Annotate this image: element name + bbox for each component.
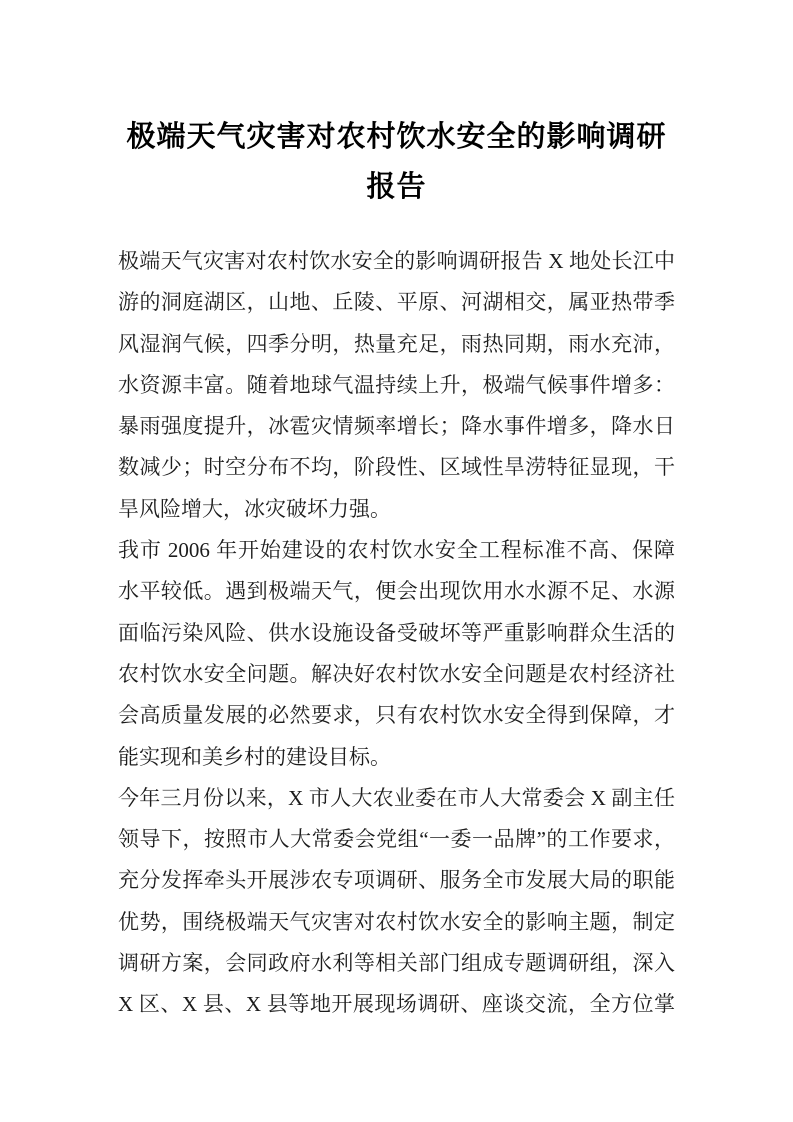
document-title	[118, 112, 675, 212]
body-text-line: 我市 2006 年开始建设的农村饮水安全工程标准不高、保障	[118, 538, 675, 563]
body-text-line: 旱风险增大，冰灾破坏力强。	[118, 496, 391, 521]
body-text-line: 调研方案，会同政府水利等相关部门组成专题调研组，深入	[118, 951, 675, 976]
document-body	[118, 241, 675, 1026]
title-line-1: 极端天气灾害对农村饮水安全的影响调研	[126, 121, 667, 153]
body-text-line: 水平较低。遇到极端天气，便会出现饮用水水源不足、水源	[118, 579, 675, 604]
body-text-line: 数减少；时空分布不均，阶段性、区域性旱涝特征显现，干	[118, 455, 675, 480]
body-text-line: X 区、X 县、X 县等地开展现场调研、座谈交流，全方位掌	[118, 992, 675, 1017]
body-text-line: 游的洞庭湖区，山地、丘陵、平原、河湖相交，属亚热带季	[118, 290, 675, 315]
title-line-2: 报告	[366, 171, 427, 203]
body-text-line: 优势，围绕极端天气灾害对农村饮水安全的影响主题，制定	[118, 909, 675, 934]
paragraph-survey-organization	[118, 778, 675, 1026]
body-text-line: 会高质量发展的必然要求，只有农村饮水安全得到保障，才	[118, 703, 675, 728]
body-text-line: 风湿润气候，四季分明，热量充足，雨热同期，雨水充沛，	[118, 331, 675, 356]
body-text-line: 今年三月份以来，X 市人大农业委在市人大常委会 X 副主任	[118, 785, 675, 810]
body-text-line: 暴雨强度提升，冰雹灾情频率增长；降水事件增多，降水日	[118, 414, 675, 439]
body-text-line: 水资源丰富。随着地球气温持续上升，极端气候事件增多：	[118, 372, 675, 397]
body-text-line: 能实现和美乡村的建设目标。	[118, 744, 391, 769]
body-text-line: 农村饮水安全问题。解决好农村饮水安全问题是农村经济社	[118, 661, 675, 686]
paragraph-water-project-background	[118, 530, 675, 778]
paragraph-intro-climate	[118, 241, 675, 530]
body-text-line: 极端天气灾害对农村饮水安全的影响调研报告 X 地处长江中	[118, 249, 675, 273]
body-text-line: 面临污染风险、供水设施设备受破坏等严重影响群众生活的	[118, 620, 675, 645]
body-text-line: 充分发挥牵头开展涉农专项调研、服务全市发展大局的职能	[118, 868, 675, 893]
body-text-line: 领导下，按照市人大常委会党组“一委一品牌”的工作要求，	[118, 827, 675, 852]
